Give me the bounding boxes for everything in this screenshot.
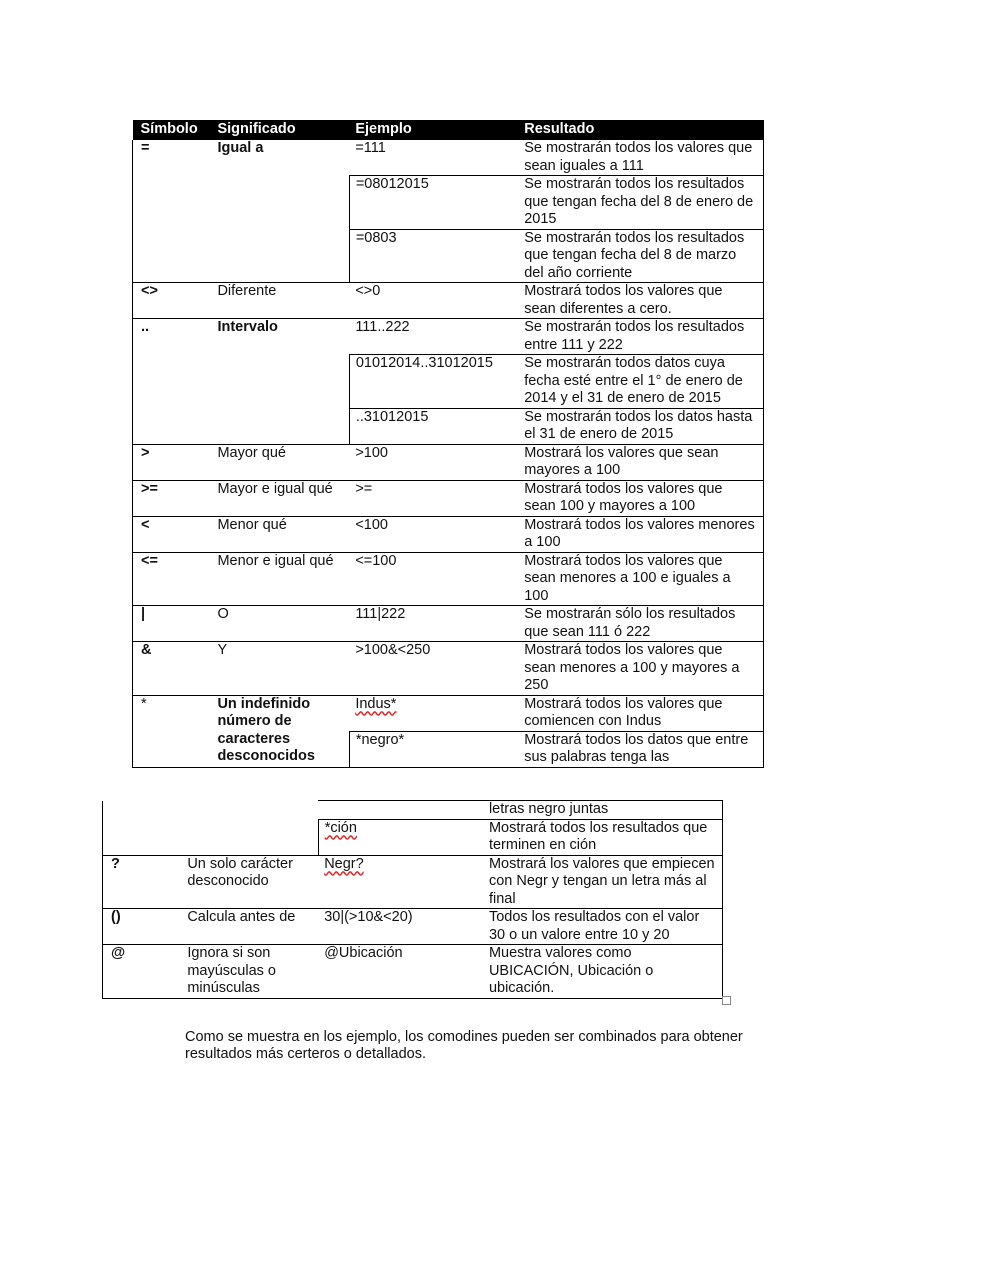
- table-row: [133, 319, 764, 355]
- result-cell: Mostrará todos los valores que sean diferentes a cero.: [518, 283, 763, 319]
- wildcard-table-part1: [132, 120, 764, 768]
- result-cell: Mostrará todos los valores menores a 100: [518, 516, 763, 552]
- result-cell: Mostrará los valores que sean mayores a 100: [518, 444, 763, 480]
- result-cell: letras negro juntas: [483, 801, 723, 820]
- example-cell: =0803: [349, 229, 518, 283]
- result-cell: Se mostrarán todos datos cuya fecha esté entre el 1° de enero de 2014 y el 31 de enero de 2015: [518, 355, 763, 409]
- example-cell: *negro*: [349, 731, 518, 767]
- example-cell: [349, 695, 518, 731]
- body-paragraph: Como se muestra en los ejemplo, los comodines pueden ser combinados para obtener resultados más certeros o detallados.: [185, 1028, 743, 1062]
- example-cell: <>0: [349, 283, 518, 319]
- table-row: [133, 140, 764, 176]
- result-cell: Se mostrarán todos los datos hasta el 31 de enero de 2015: [518, 408, 763, 444]
- result-cell: Se mostrarán todos los valores que sean iguales a 111: [518, 140, 763, 176]
- example-cell: 30|(>10&<20): [318, 909, 483, 945]
- meaning-cell: Mayor e igual qué: [211, 480, 349, 516]
- table-row: [133, 516, 764, 552]
- meaning-cell: [181, 801, 318, 856]
- result-cell: Mostrará todos los datos que entre sus palabras tenga las: [518, 731, 763, 767]
- header-meaning: Significado: [211, 120, 349, 140]
- result-cell: Se mostrarán todos los resultados que tengan fecha del 8 de marzo del año corriente: [518, 229, 763, 283]
- example-text: Negr?: [324, 855, 364, 872]
- meaning-cell: Menor e igual qué: [211, 552, 349, 606]
- meaning-cell: Y: [211, 642, 349, 696]
- table-header-row: [133, 120, 764, 140]
- symbol-cell: <=: [133, 552, 212, 606]
- meaning-cell: Calcula antes de: [181, 909, 318, 945]
- example-cell: =08012015: [349, 176, 518, 230]
- result-cell: Mostrará todos los valores que sean menores a 100 e iguales a 100: [518, 552, 763, 606]
- table-row: [133, 444, 764, 480]
- example-cell: <=100: [349, 552, 518, 606]
- example-cell: =111: [349, 140, 518, 176]
- symbol-cell: <>: [133, 283, 212, 319]
- meaning-cell: Igual a: [211, 140, 349, 283]
- table-row: [103, 945, 723, 999]
- result-cell: Mostrará todos los valores que sean 100 y mayores a 100: [518, 480, 763, 516]
- table-row: [133, 642, 764, 696]
- table-row: [103, 801, 723, 820]
- result-cell: Se mostrarán todos los resultados que tengan fecha del 8 de enero de 2015: [518, 176, 763, 230]
- result-cell: Todos los resultados con el valor 30 o un valore entre 10 y 20: [483, 909, 723, 945]
- symbol-cell: [103, 801, 182, 856]
- table-resize-handle[interactable]: [722, 996, 731, 1005]
- table-row: [133, 552, 764, 606]
- meaning-cell: Un indefinido número de caracteres desconocidos: [211, 695, 349, 767]
- symbol-cell: |: [133, 606, 212, 642]
- result-cell: Se mostrarán sólo los resultados que sean 111 ó 222: [518, 606, 763, 642]
- header-example: Ejemplo: [349, 120, 518, 140]
- example-cell: <100: [349, 516, 518, 552]
- example-cell: @Ubicación: [318, 945, 483, 999]
- meaning-cell: Diferente: [211, 283, 349, 319]
- example-cell: >=: [349, 480, 518, 516]
- example-cell: ..31012015: [349, 408, 518, 444]
- symbol-cell: <: [133, 516, 212, 552]
- header-result: Resultado: [518, 120, 763, 140]
- example-cell: >100: [349, 444, 518, 480]
- example-cell: 111..222: [349, 319, 518, 355]
- result-cell: Se mostrarán todos los resultados entre 111 y 222: [518, 319, 763, 355]
- example-cell: 01012014..31012015: [349, 355, 518, 409]
- header-symbol: Símbolo: [133, 120, 212, 140]
- table-row: [133, 283, 764, 319]
- symbol-cell: (): [103, 909, 182, 945]
- table-row: [133, 606, 764, 642]
- result-cell: Mostrará todos los resultados que terminen en ción: [483, 819, 723, 855]
- result-cell: Mostrará los valores que empiecen con Negr y tengan un letra más al final: [483, 855, 723, 909]
- table-row: [103, 909, 723, 945]
- meaning-cell: Intervalo: [211, 319, 349, 445]
- result-cell: Mostrará todos los valores que sean menores a 100 y mayores a 250: [518, 642, 763, 696]
- example-text: *ción: [324, 819, 357, 836]
- example-cell: >100&<250: [349, 642, 518, 696]
- meaning-cell: O: [211, 606, 349, 642]
- symbol-cell: @: [103, 945, 182, 999]
- example-text: Indus*: [355, 695, 397, 712]
- meaning-cell: Menor qué: [211, 516, 349, 552]
- symbol-cell: >=: [133, 480, 212, 516]
- meaning-cell: Un solo carácter desconocido: [181, 855, 318, 909]
- meaning-cell: Ignora si son mayúsculas o minúsculas: [181, 945, 318, 999]
- result-cell: Mostrará todos los valores que comiencen con Indus: [518, 695, 763, 731]
- symbol-cell: *: [133, 695, 212, 767]
- symbol-cell: >: [133, 444, 212, 480]
- symbol-cell: =: [133, 140, 212, 283]
- example-cell: 111|222: [349, 606, 518, 642]
- example-cell: [318, 855, 483, 909]
- meaning-cell: Mayor qué: [211, 444, 349, 480]
- example-cell: [318, 819, 483, 855]
- example-cell: [318, 801, 483, 820]
- symbol-cell: ?: [103, 855, 182, 909]
- table-row: [133, 695, 764, 731]
- wildcard-table-part2: [102, 800, 723, 999]
- table-row: [103, 855, 723, 909]
- table-row: [133, 480, 764, 516]
- result-cell: Muestra valores como UBICACIÓN, Ubicación o ubicación.: [483, 945, 723, 999]
- symbol-cell: ..: [133, 319, 212, 445]
- symbol-cell: &: [133, 642, 212, 696]
